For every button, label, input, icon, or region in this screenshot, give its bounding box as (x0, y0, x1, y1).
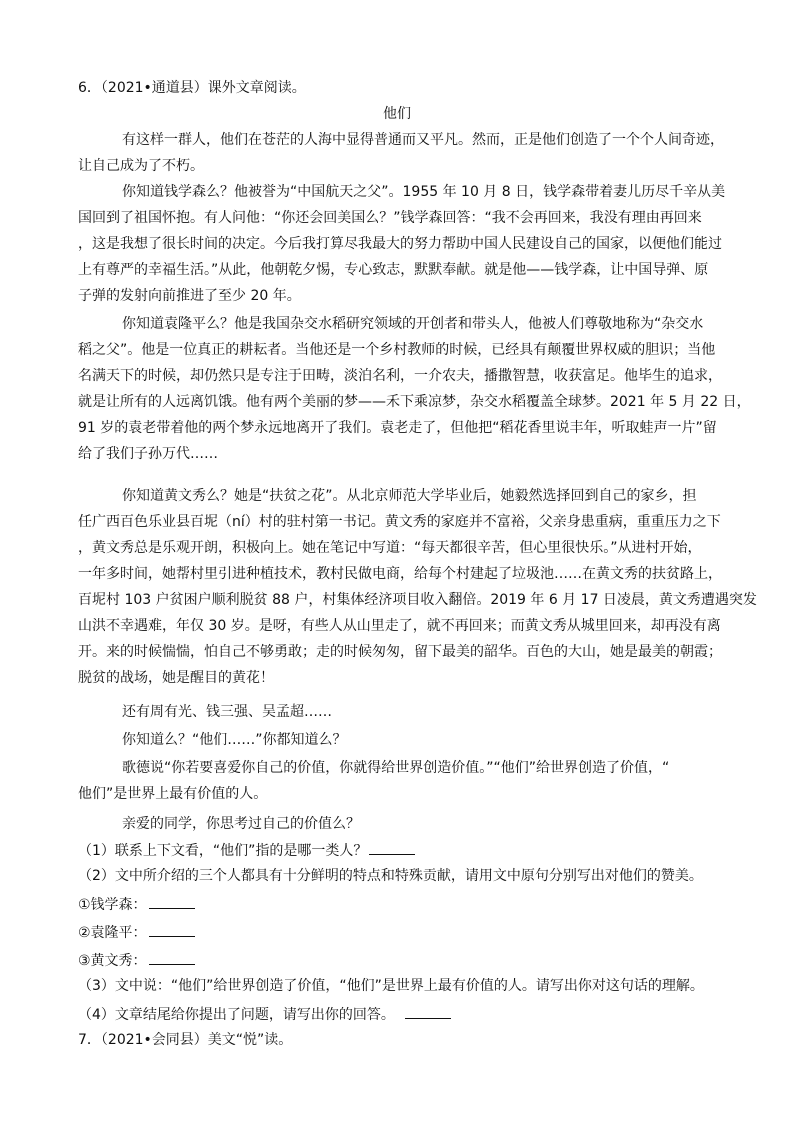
paragraph-3-line-1: 你知道袁隆平么？他是我国杂交水稻研究领域的开创者和带头人，他被人们尊敬地称为“杂交水 (122, 316, 704, 332)
paragraph-4-line-5: 百坭村 103 户贫困户顺利脱贫 88 户，村集体经济项目收入翻倍。2019 年 6 月 17 日凌晨，黄文秀遭遇突发 (78, 592, 757, 608)
paragraph-4-line-7: 开。来的时候惴惴，怕自己不够勇敢；走的时候匆匆，留下最美的韶华。百色的大山，她是最美的朝霞； (78, 644, 722, 660)
paragraph-1-line-1: 有这样一群人，他们在苍茫的人海中显得普通而又平凡。然而，正是他们创造了一个个人间奇迹， (122, 132, 724, 148)
paragraph-4-line-8: 脱贫的战场，她是醒目的黄花！ (78, 670, 274, 686)
paragraph-3-line-5: 91 岁的袁老带着他的两个梦永远地离开了我们。袁老走了，但他把“稻花香里说丰年，听取蛙声一片”留 (78, 420, 717, 436)
question-7-header: 7．（2021•会同县）美文“悦”读。 (78, 1032, 293, 1048)
paragraph-4-line-3: ，黄文秀总是乐观开朗，积极向上。她在笔记中写道：“每天都很辛苦，但心里很快乐。”从进村开始， (78, 540, 702, 556)
question-4 (78, 1004, 451, 1025)
paragraph-5: 还有周有光、钱三强、吴孟超…… (122, 704, 332, 720)
paragraph-3-line-6: 给了我们子孙万代…… (78, 446, 218, 462)
question-4-text: （4）文章结尾给你提出了问题，请写出你的回答。 (78, 1007, 395, 1023)
paragraph-3-line-2: 稻之父”。他是一位真正的耕耘者。当他还是一个乡村教师的时候，已经具有颠覆世界权威的胆识；当他 (78, 342, 716, 358)
paragraph-8: 亲爱的同学，你思考过自己的价值么？ (122, 816, 360, 832)
paragraph-7-line-2: 他们”是世界上最有价值的人。 (78, 786, 268, 802)
answer-blank-2b[interactable] (149, 922, 195, 937)
question-1-text: （1）联系上下文看，“他们”指的是哪一类人？ (78, 843, 368, 859)
sub-2-label: ②袁隆平： (78, 925, 147, 941)
paragraph-2-line-3: ，这是我想了很长时间的决定。今后我打算尽我最大的努力帮助中国人民建设自己的国家，以便他们能过 (78, 236, 722, 252)
question-2: （2）文中所介绍的三个人都具有十分鲜明的特点和特殊贡献，请用文中原句分别写出对他们的赞美。 (78, 868, 703, 884)
question-2-sub-3 (78, 950, 195, 971)
sub-1-label: ①钱学森： (78, 897, 147, 913)
paragraph-2-line-5: 子弹的发射向前推进了至少 20 年。 (78, 288, 301, 304)
paragraph-4-line-6: 山洪不幸遇难，年仅 30 岁。是呀，有些人从山里走了，就不再回来；而黄文秀从城里回来，却再没有离 (78, 618, 721, 634)
paragraph-1-line-2: 让自己成为了不朽。 (78, 158, 204, 174)
paragraph-7-line-1: 歌德说“你若要喜爱你自己的价值，你就得给世界创造价值。”“他们”给世界创造了价值，“ (122, 760, 670, 776)
question-2-sub-2 (78, 922, 195, 943)
paragraph-3-line-4: 就是让所有的人远离饥饿。他有两个美丽的梦——禾下乘凉梦，杂交水稻覆盖全球梦。2021 年 5 月 22 日， (78, 394, 751, 410)
paragraph-4-line-2: 任广西百色乐业县百坭（ní）村的驻村第一书记。黄文秀的家庭并不富裕，父亲身患重病，重重压力之下 (78, 514, 721, 530)
question-1 (78, 840, 415, 861)
paragraph-4-line-4: 一年多时间，她帮村里引进种植技术，教村民做电商，给每个村建起了垃圾池……在黄文秀的扶贫路上， (78, 566, 722, 582)
question-2-sub-1 (78, 894, 195, 915)
answer-blank-2a[interactable] (149, 894, 195, 909)
paragraph-6: 你知道么？“他们……”你都知道么？ (122, 732, 347, 748)
answer-blank-1[interactable] (369, 840, 415, 855)
answer-blank-4[interactable] (405, 1004, 451, 1019)
paragraph-2-line-2: 国回到了祖国怀抱。有人问他：“你还会回美国么？”钱学森回答：“我不会再回来，我没有理由再回来 (78, 210, 702, 226)
paragraph-2-line-1: 你知道钱学森么？他被誉为“中国航天之父”。1955 年 10 月 8 日，钱学森带着妻儿历尽千辛从美 (122, 184, 726, 200)
question-3: （3）文中说：“他们”给世界创造了价值，“他们”是世界上最有价值的人。请写出你对这句话的理解。 (78, 978, 704, 994)
answer-blank-2c[interactable] (149, 950, 195, 965)
paragraph-4-line-1: 你知道黄文秀么？她是“扶贫之花”。从北京师范大学毕业后，她毅然选择回到自己的家乡，担 (122, 488, 697, 504)
sub-3-label: ③黄文秀： (78, 953, 147, 969)
paragraph-3-line-3: 名满天下的时候，却仍然只是专注于田畴，淡泊名利，一介农夫，播撒智慧，收获富足。他毕生的追求， (78, 368, 722, 384)
paragraph-2-line-4: 上有尊严的幸福生活。”从此，他朝乾夕惕，专心致志，默默奉献。就是他——钱学森，让中国导弹、原 (78, 262, 709, 278)
article-title: 他们 (383, 106, 411, 122)
question-6-header: 6．（2021•通道县）课外文章阅读。 (78, 80, 306, 96)
